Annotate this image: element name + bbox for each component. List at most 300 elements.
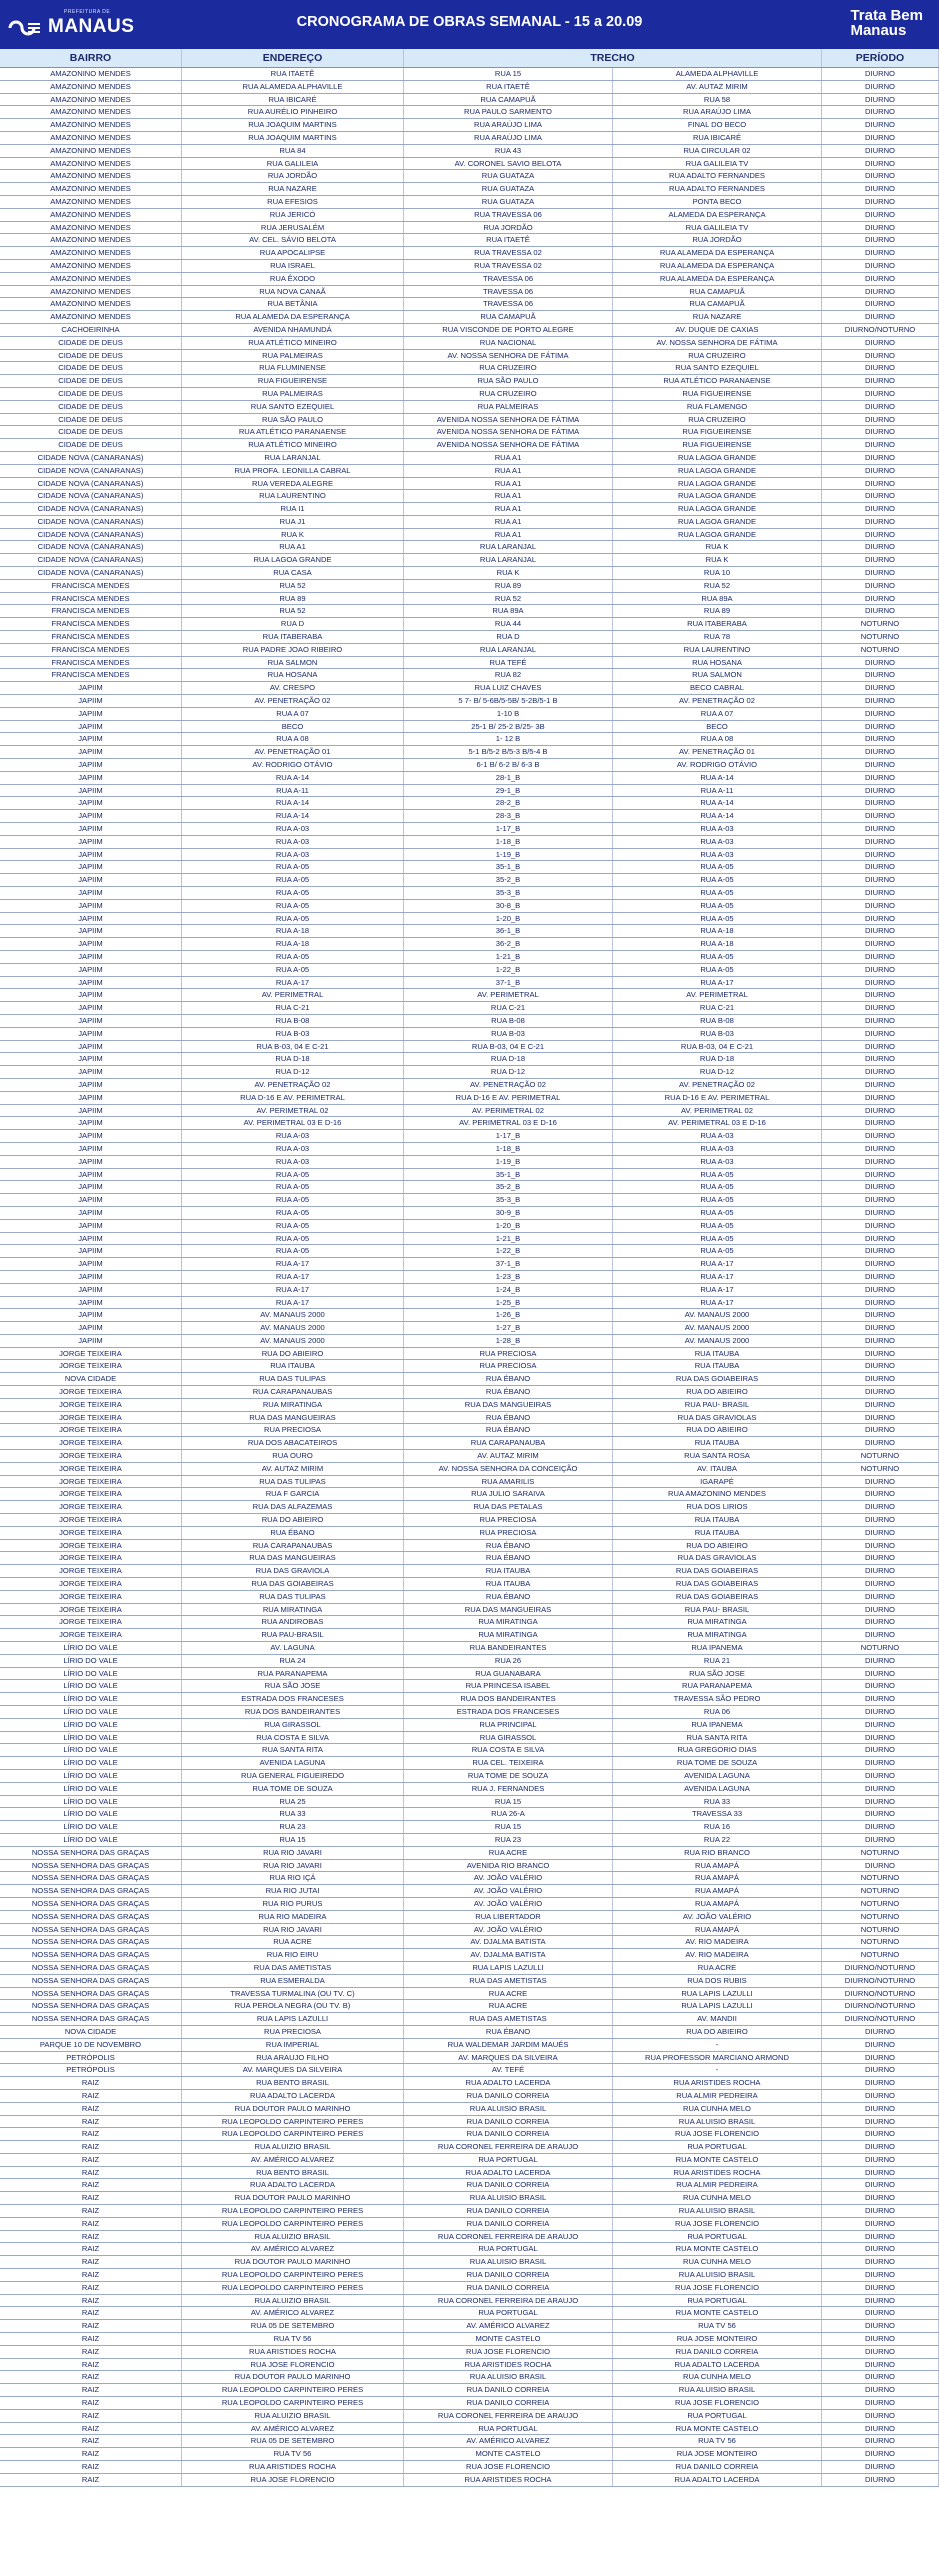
- cell-trecho-to: TRAVESSA 33: [613, 1808, 822, 1820]
- cell-endereco: RUA PEROLA NEGRA (OU TV. B): [182, 2000, 404, 2012]
- cell-trecho-from: RUA ARAÚJO LIMA: [404, 119, 613, 131]
- table-row: [0, 1591, 939, 1604]
- cell-periodo: DIURNO: [822, 708, 939, 720]
- cell-trecho-to: AV. ITAUBA: [613, 1463, 822, 1475]
- cell-periodo: DIURNO: [822, 746, 939, 758]
- cell-endereco: RUA SALMON: [182, 657, 404, 669]
- cell-trecho-from: MONTE CASTELO: [404, 2448, 613, 2460]
- table-row: [0, 2026, 939, 2039]
- cell-bairro: NOSSA SENHORA DAS GRAÇAS: [0, 1872, 182, 1884]
- cell-trecho-from: AV. PERIMETRAL: [404, 989, 613, 1001]
- cell-periodo: DIURNO: [822, 2371, 939, 2383]
- cell-bairro: CIDADE DE DEUS: [0, 375, 182, 387]
- cell-trecho-to: RUA JORDÃO: [613, 234, 822, 246]
- cell-bairro: JAPIIM: [0, 1220, 182, 1232]
- cell-trecho-from: RUA CORONEL FERREIRA DE ARAUJO: [404, 2295, 613, 2307]
- cell-trecho-to: RUA A-03: [613, 1143, 822, 1155]
- cell-trecho-from: AV. CORONEL SAVIO BELOTA: [404, 158, 613, 170]
- cell-bairro: RAIZ: [0, 2205, 182, 2217]
- cell-endereco: AV. AMÉRICO ALVAREZ: [182, 2243, 404, 2255]
- cell-periodo: DIURNO: [822, 1271, 939, 1283]
- cell-trecho-to: RUA DANILO CORREIA: [613, 2346, 822, 2358]
- cell-trecho-to: RUA DO ABIEIRO: [613, 1386, 822, 1398]
- table-row: [0, 580, 939, 593]
- table-row: [0, 209, 939, 222]
- cell-periodo: DIURNO: [822, 106, 939, 118]
- cell-trecho-from: RUA DANILO CORREIA: [404, 2116, 613, 2128]
- cell-bairro: LÍRIO DO VALE: [0, 1744, 182, 1756]
- cell-bairro: RAIZ: [0, 2359, 182, 2371]
- cell-trecho-to: RUA A-18: [613, 938, 822, 950]
- cell-periodo: DIURNO: [822, 2397, 939, 2409]
- cell-trecho-to: RUA AMAPÁ: [613, 1872, 822, 1884]
- cell-trecho-to: RUA TOME DE SOUZA: [613, 1757, 822, 1769]
- cell-endereco: RUA A-17: [182, 1271, 404, 1283]
- table-row: [0, 1616, 939, 1629]
- cell-trecho-from: RUA B-03, 04 E C-21: [404, 1041, 613, 1053]
- cell-bairro: JORGE TEIXEIRA: [0, 1360, 182, 1372]
- cell-endereco: RUA A-11: [182, 785, 404, 797]
- cell-trecho-from: AV. AMÉRICO ALVAREZ: [404, 2435, 613, 2447]
- cell-trecho-from: 6-1 B/ 6-2 B/ 6-3 B: [404, 759, 613, 771]
- table-row: [0, 2410, 939, 2423]
- cell-periodo: DIURNO: [822, 2359, 939, 2371]
- cell-trecho-from: RUA ARISTIDES ROCHA: [404, 2359, 613, 2371]
- cell-trecho-from: 35-1_B: [404, 861, 613, 873]
- table-row: [0, 439, 939, 452]
- cell-periodo: DIURNO: [822, 2231, 939, 2243]
- cell-trecho-from: RUA ÉBANO: [404, 1552, 613, 1564]
- cell-endereco: RUA JOAQUIM MARTINS: [182, 119, 404, 131]
- table-row: [0, 567, 939, 580]
- cell-trecho-to: RUA MIRATINGA: [613, 1629, 822, 1641]
- table-row: [0, 874, 939, 887]
- cell-bairro: JAPIIM: [0, 951, 182, 963]
- table-row: [0, 1117, 939, 1130]
- cell-periodo: DIURNO: [822, 222, 939, 234]
- table-row: [0, 1424, 939, 1437]
- cell-trecho-to: RUA ARISTIDES ROCHA: [613, 2167, 822, 2179]
- cell-trecho-to: PONTA BECO: [613, 196, 822, 208]
- table-row: [0, 1220, 939, 1233]
- cell-bairro: RAIZ: [0, 2474, 182, 2486]
- cell-trecho-to: RUA ITAUBA: [613, 1514, 822, 1526]
- cell-periodo: DIURNO: [822, 1424, 939, 1436]
- cell-periodo: DIURNO: [822, 964, 939, 976]
- table-row: [0, 2384, 939, 2397]
- cell-periodo: DIURNO: [822, 260, 939, 272]
- cell-trecho-to: RUA A-05: [613, 1181, 822, 1193]
- cell-bairro: LÍRIO DO VALE: [0, 1706, 182, 1718]
- cell-bairro: FRANCISCA MENDES: [0, 644, 182, 656]
- cell-trecho-to: RUA DO ABIEIRO: [613, 1424, 822, 1436]
- cell-bairro: LÍRIO DO VALE: [0, 1719, 182, 1731]
- cell-trecho-to: RUA D-12: [613, 1066, 822, 1078]
- cell-periodo: DIURNO: [822, 2295, 939, 2307]
- cell-periodo: DIURNO: [822, 439, 939, 451]
- cell-bairro: JORGE TEIXEIRA: [0, 1540, 182, 1552]
- cell-trecho-to: RUA A-03: [613, 836, 822, 848]
- cell-bairro: AMAZONINO MENDES: [0, 158, 182, 170]
- cell-bairro: RAIZ: [0, 2282, 182, 2294]
- table-row: [0, 1988, 939, 2001]
- cell-trecho-from: TRAVESSA 06: [404, 273, 613, 285]
- cell-endereco: RUA A-05: [182, 1233, 404, 1245]
- cell-trecho-from: AVENIDA RIO BRANCO: [404, 1860, 613, 1872]
- cell-endereco: RUA DAS AMETISTAS: [182, 1962, 404, 1974]
- table-row: [0, 1041, 939, 1054]
- cell-trecho-from: 1-20_B: [404, 913, 613, 925]
- cell-trecho-from: RUA ÉBANO: [404, 2026, 613, 2038]
- table-row: [0, 2090, 939, 2103]
- cell-bairro: NOSSA SENHORA DAS GRAÇAS: [0, 1936, 182, 1948]
- cell-endereco: RUA ADALTO LACERDA: [182, 2179, 404, 2191]
- cell-trecho-to: RUA AMAZONINO MENDES: [613, 1488, 822, 1500]
- page-header: [0, 0, 939, 49]
- cell-bairro: JAPIIM: [0, 1181, 182, 1193]
- table-row: [0, 2128, 939, 2141]
- table-row: [0, 1732, 939, 1745]
- table-row: [0, 516, 939, 529]
- cell-bairro: NOSSA SENHORA DAS GRAÇAS: [0, 1949, 182, 1961]
- table-row: [0, 1501, 939, 1514]
- cell-trecho-from: RUA A1: [404, 478, 613, 490]
- cell-trecho-from: RUA CRUZEIRO: [404, 362, 613, 374]
- cell-endereco: RUA A 08: [182, 733, 404, 745]
- cell-trecho-from: RUA ADALTO LACERDA: [404, 2167, 613, 2179]
- table-row: [0, 1194, 939, 1207]
- cell-bairro: CIDADE NOVA (CANARANAS): [0, 567, 182, 579]
- cell-trecho-from: RUA PRINCIPAL: [404, 1719, 613, 1731]
- cell-trecho-to: RUA MONTE CASTELO: [613, 2243, 822, 2255]
- cell-bairro: LÍRIO DO VALE: [0, 1668, 182, 1680]
- table-row: [0, 503, 939, 516]
- cell-bairro: JORGE TEIXEIRA: [0, 1476, 182, 1488]
- cell-endereco: RUA K: [182, 529, 404, 541]
- cell-trecho-from: RUA GUATAZA: [404, 170, 613, 182]
- cell-trecho-to: RUA TV 56: [613, 2320, 822, 2332]
- cell-trecho-to: AV. RIO MADEIRA: [613, 1949, 822, 1961]
- cell-bairro: FRANCISCA MENDES: [0, 593, 182, 605]
- table-row: [0, 1386, 939, 1399]
- cell-endereco: RUA DO ABIEIRO: [182, 1514, 404, 1526]
- cell-trecho-to: RUA 78: [613, 631, 822, 643]
- cell-trecho-from: 30-9_B: [404, 1207, 613, 1219]
- cell-endereco: RUA A-05: [182, 951, 404, 963]
- cell-trecho-from: RUA JOSE FLORENCIO: [404, 2461, 613, 2473]
- table-row: [0, 478, 939, 491]
- cell-endereco: AV. PENETRAÇÃO 02: [182, 1079, 404, 1091]
- cell-endereco: RUA ALAMEDA ALPHAVILLE: [182, 81, 404, 93]
- cell-bairro: RAIZ: [0, 2461, 182, 2473]
- cell-trecho-from: 30-8_B: [404, 900, 613, 912]
- cell-trecho-from: 36-2_B: [404, 938, 613, 950]
- cell-trecho-from: RUA CORONEL FERREIRA DE ARAUJO: [404, 2231, 613, 2243]
- table-row: [0, 2179, 939, 2192]
- cell-endereco: TRAVESSA TURMALINA (OU TV. C): [182, 1988, 404, 2000]
- cell-trecho-to: RUA NAZARE: [613, 311, 822, 323]
- cell-trecho-from: RUA ITAUBA: [404, 1578, 613, 1590]
- cell-bairro: NOSSA SENHORA DAS GRAÇAS: [0, 1847, 182, 1859]
- cell-bairro: NOSSA SENHORA DAS GRAÇAS: [0, 2000, 182, 2012]
- cell-trecho-to: ALAMEDA DA ESPERANÇA: [613, 209, 822, 221]
- cell-periodo: DIURNO: [822, 1117, 939, 1129]
- cell-bairro: AMAZONINO MENDES: [0, 298, 182, 310]
- cell-trecho-to: AV. DUQUE DE CAXIAS: [613, 324, 822, 336]
- cell-trecho-from: RUA LARANJAL: [404, 541, 613, 553]
- cell-bairro: CIDADE NOVA (CANARANAS): [0, 516, 182, 528]
- cell-trecho-from: RUA 89: [404, 580, 613, 592]
- cell-bairro: JORGE TEIXEIRA: [0, 1616, 182, 1628]
- table-row: [0, 222, 939, 235]
- cell-trecho-from: RUA CORONEL FERREIRA DE ARAUJO: [404, 2141, 613, 2153]
- cell-endereco: RUA LEOPOLDO CARPINTEIRO PERES: [182, 2218, 404, 2230]
- cell-endereco: AV. CRESPO: [182, 682, 404, 694]
- cell-periodo: DIURNO: [822, 2179, 939, 2191]
- table-row: [0, 1233, 939, 1246]
- table-row: [0, 1399, 939, 1412]
- cell-endereco: RUA SANTA RITA: [182, 1744, 404, 1756]
- cell-endereco: RUA DAS MANGUEIRAS: [182, 1412, 404, 1424]
- cell-trecho-to: RUA ATLÉTICO PARANAENSE: [613, 375, 822, 387]
- table-row: [0, 618, 939, 631]
- cell-trecho-from: RUA ACRE: [404, 1847, 613, 1859]
- table-row: [0, 836, 939, 849]
- cell-bairro: JAPIIM: [0, 1066, 182, 1078]
- table-row: [0, 68, 939, 81]
- cell-endereco: AV. AUTAZ MIRIM: [182, 1463, 404, 1475]
- table-row: [0, 554, 939, 567]
- cell-bairro: FRANCISCA MENDES: [0, 631, 182, 643]
- cell-bairro: RAIZ: [0, 2346, 182, 2358]
- table-row: [0, 938, 939, 951]
- cell-endereco: AV. PENETRAÇÃO 02: [182, 695, 404, 707]
- table-row: [0, 337, 939, 350]
- cell-endereco: RUA RIO PURUS: [182, 1898, 404, 1910]
- table-row: [0, 2205, 939, 2218]
- cell-trecho-from: RUA 15: [404, 68, 613, 80]
- cell-periodo: DIURNO: [822, 426, 939, 438]
- table-row: [0, 2371, 939, 2384]
- table-row: [0, 1002, 939, 1015]
- cell-periodo: DIURNO: [822, 657, 939, 669]
- cell-trecho-to: RUA LAGOA GRANDE: [613, 529, 822, 541]
- cell-periodo: DIURNO: [822, 1808, 939, 1820]
- cell-trecho-from: 1- 12 B: [404, 733, 613, 745]
- cell-trecho-to: FINAL DO BECO: [613, 119, 822, 131]
- column-bairro: BAIRRO: [0, 49, 182, 67]
- cell-trecho-to: RUA CRUZEIRO: [613, 414, 822, 426]
- cell-trecho-from: RUA JULIO SARAIVA: [404, 1488, 613, 1500]
- cell-periodo: DIURNO: [822, 772, 939, 784]
- table-row: [0, 1578, 939, 1591]
- cell-periodo: DIURNO: [822, 81, 939, 93]
- table-row: [0, 234, 939, 247]
- cell-endereco: RUA ITAETÊ: [182, 68, 404, 80]
- cell-periodo: DIURNO: [822, 1399, 939, 1411]
- cell-trecho-from: AV. DJALMA BATISTA: [404, 1949, 613, 1961]
- cell-periodo: DIURNO: [822, 158, 939, 170]
- cell-trecho-to: RUA A-03: [613, 1130, 822, 1142]
- cell-endereco: RUA ÊXODO: [182, 273, 404, 285]
- cell-trecho-from: RUA PRINCESA ISABEL: [404, 1680, 613, 1692]
- cell-trecho-to: RUA SANTO EZEQUIEL: [613, 362, 822, 374]
- cell-bairro: JAPIIM: [0, 900, 182, 912]
- cell-endereco: AV. AMÉRICO ALVAREZ: [182, 2307, 404, 2319]
- cell-trecho-from: RUA ARAÚJO LIMA: [404, 132, 613, 144]
- cell-endereco: RUA A1: [182, 541, 404, 553]
- cell-periodo: DIURNO: [822, 721, 939, 733]
- cell-trecho-to: RUA A-17: [613, 1271, 822, 1283]
- table-row: [0, 362, 939, 375]
- cell-trecho-to: RUA PAU- BRASIL: [613, 1399, 822, 1411]
- cell-bairro: JORGE TEIXEIRA: [0, 1399, 182, 1411]
- cell-periodo: DIURNO: [822, 1194, 939, 1206]
- cell-periodo: DIURNO: [822, 2090, 939, 2102]
- cell-endereco: RUA 05 DE SETEMBRO: [182, 2320, 404, 2332]
- cell-bairro: FRANCISCA MENDES: [0, 657, 182, 669]
- cell-periodo: DIURNO: [822, 1105, 939, 1117]
- cell-trecho-to: AV. PENETRAÇÃO 01: [613, 746, 822, 758]
- cell-bairro: AMAZONINO MENDES: [0, 311, 182, 323]
- cell-trecho-to: AV. NOSSA SENHORA DE FÁTIMA: [613, 337, 822, 349]
- table-row: [0, 1156, 939, 1169]
- cell-periodo: DIURNO: [822, 2064, 939, 2076]
- table-row: [0, 721, 939, 734]
- table-row: [0, 1271, 939, 1284]
- cell-bairro: CIDADE NOVA (CANARANAS): [0, 490, 182, 502]
- cell-trecho-to: RUA ALMIR PEDREIRA: [613, 2179, 822, 2191]
- table-row: [0, 158, 939, 171]
- cell-trecho-from: RUA COSTA E SILVA: [404, 1744, 613, 1756]
- cell-trecho-to: AVENIDA LAGUNA: [613, 1783, 822, 1795]
- cell-periodo: DIURNO: [822, 170, 939, 182]
- cell-trecho-to: BECO: [613, 721, 822, 733]
- cell-periodo: NOTURNO: [822, 1936, 939, 1948]
- cell-periodo: DIURNO: [822, 1680, 939, 1692]
- cell-trecho-to: RUA 58: [613, 94, 822, 106]
- cell-bairro: JAPIIM: [0, 938, 182, 950]
- cell-trecho-from: RUA ÉBANO: [404, 1373, 613, 1385]
- table-row: [0, 2359, 939, 2372]
- cell-periodo: DIURNO: [822, 682, 939, 694]
- cell-bairro: AMAZONINO MENDES: [0, 81, 182, 93]
- cell-trecho-from: RUA PRECIOSA: [404, 1527, 613, 1539]
- cell-bairro: JAPIIM: [0, 836, 182, 848]
- cell-periodo: DIURNO: [822, 503, 939, 515]
- cell-periodo: DIURNO: [822, 1732, 939, 1744]
- table-row: [0, 1898, 939, 1911]
- cell-periodo: DIURNO: [822, 490, 939, 502]
- cell-trecho-to: RUA C-21: [613, 1002, 822, 1014]
- cell-periodo: DIURNO: [822, 1041, 939, 1053]
- page-title: CRONOGRAMA DE OBRAS SEMANAL - 15 a 20.09: [296, 14, 643, 30]
- cell-bairro: JORGE TEIXEIRA: [0, 1501, 182, 1513]
- cell-bairro: CIDADE NOVA (CANARANAS): [0, 554, 182, 566]
- cell-endereco: RUA A-05: [182, 887, 404, 899]
- cell-trecho-to: RUA A-14: [613, 810, 822, 822]
- cell-trecho-from: RUA DANILO CORREIA: [404, 2384, 613, 2396]
- cell-trecho-from: RUA A1: [404, 452, 613, 464]
- cell-periodo: DIURNO: [822, 401, 939, 413]
- cell-trecho-from: 1-20_B: [404, 1220, 613, 1232]
- cell-trecho-to: RUA 16: [613, 1821, 822, 1833]
- cell-endereco: RUA ESMERALDA: [182, 1975, 404, 1987]
- cell-trecho-from: 28-1_B: [404, 772, 613, 784]
- cell-trecho-to: RUA LAURENTINO: [613, 644, 822, 656]
- cell-bairro: JAPIIM: [0, 721, 182, 733]
- cell-bairro: RAIZ: [0, 2090, 182, 2102]
- cell-trecho-from: RUA 52: [404, 593, 613, 605]
- cell-trecho-from: RUA 82: [404, 669, 613, 681]
- cell-endereco: AV. MARQUES DA SILVEIRA: [182, 2064, 404, 2076]
- cell-trecho-from: RUA 43: [404, 145, 613, 157]
- table-row: [0, 1719, 939, 1732]
- cell-trecho-from: RUA D: [404, 631, 613, 643]
- table-row: [0, 1309, 939, 1322]
- cell-endereco: RUA A-03: [182, 1130, 404, 1142]
- cell-trecho-from: RUA ÉBANO: [404, 1386, 613, 1398]
- cell-bairro: JORGE TEIXEIRA: [0, 1412, 182, 1424]
- cell-bairro: JAPIIM: [0, 1335, 182, 1347]
- cell-bairro: FRANCISCA MENDES: [0, 669, 182, 681]
- cell-bairro: RAIZ: [0, 2307, 182, 2319]
- cell-periodo: DIURNO/NOTURNO: [822, 2013, 939, 2025]
- cell-periodo: NOTURNO: [822, 1911, 939, 1923]
- cell-trecho-from: 37-1_B: [404, 977, 613, 989]
- cell-trecho-to: AV. PERIMETRAL 02: [613, 1105, 822, 1117]
- cell-bairro: JAPIIM: [0, 1207, 182, 1219]
- cell-endereco: RUA PALMEIRAS: [182, 388, 404, 400]
- table-row: [0, 1706, 939, 1719]
- cell-bairro: RAIZ: [0, 2269, 182, 2281]
- cell-endereco: RUA RIO JAVARI: [182, 1847, 404, 1859]
- cell-trecho-to: RUA A-18: [613, 925, 822, 937]
- table-row: [0, 2448, 939, 2461]
- cell-trecho-from: RUA GUANABARA: [404, 1668, 613, 1680]
- cell-trecho-from: RUA ÉBANO: [404, 1540, 613, 1552]
- table-row: [0, 1284, 939, 1297]
- cell-bairro: RAIZ: [0, 2295, 182, 2307]
- cell-trecho-to: RUA A-05: [613, 913, 822, 925]
- cell-endereco: RUA COSTA E SILVA: [182, 1732, 404, 1744]
- cell-endereco: RUA PROFA. LEONILLA CABRAL: [182, 465, 404, 477]
- cell-endereco: RUA DAS GOIABEIRAS: [182, 1578, 404, 1590]
- cell-periodo: DIURNO: [822, 1130, 939, 1142]
- cell-periodo: DIURNO: [822, 68, 939, 80]
- cell-trecho-to: RUA ITAUBA: [613, 1348, 822, 1360]
- cell-trecho-to: RUA GALILEIA TV: [613, 158, 822, 170]
- table-row: [0, 247, 939, 260]
- cell-bairro: AMAZONINO MENDES: [0, 94, 182, 106]
- table-row: [0, 1322, 939, 1335]
- cell-periodo: DIURNO: [822, 1002, 939, 1014]
- cell-endereco: RUA ITABERABA: [182, 631, 404, 643]
- cell-trecho-from: RUA BANDEIRANTES: [404, 1642, 613, 1654]
- cell-bairro: LÍRIO DO VALE: [0, 1680, 182, 1692]
- table-row: [0, 81, 939, 94]
- cell-trecho-from: 1-22_B: [404, 964, 613, 976]
- cell-bairro: CIDADE DE DEUS: [0, 337, 182, 349]
- cell-bairro: JAPIIM: [0, 1309, 182, 1321]
- cell-trecho-to: RUA PORTUGAL: [613, 2295, 822, 2307]
- cell-trecho-to: RUA A-14: [613, 772, 822, 784]
- cell-bairro: RAIZ: [0, 2077, 182, 2089]
- cell-bairro: JAPIIM: [0, 874, 182, 886]
- cell-bairro: RAIZ: [0, 2333, 182, 2345]
- cell-bairro: CIDADE NOVA (CANARANAS): [0, 529, 182, 541]
- cell-trecho-from: AV. NOSSA SENHORA DE FÁTIMA: [404, 350, 613, 362]
